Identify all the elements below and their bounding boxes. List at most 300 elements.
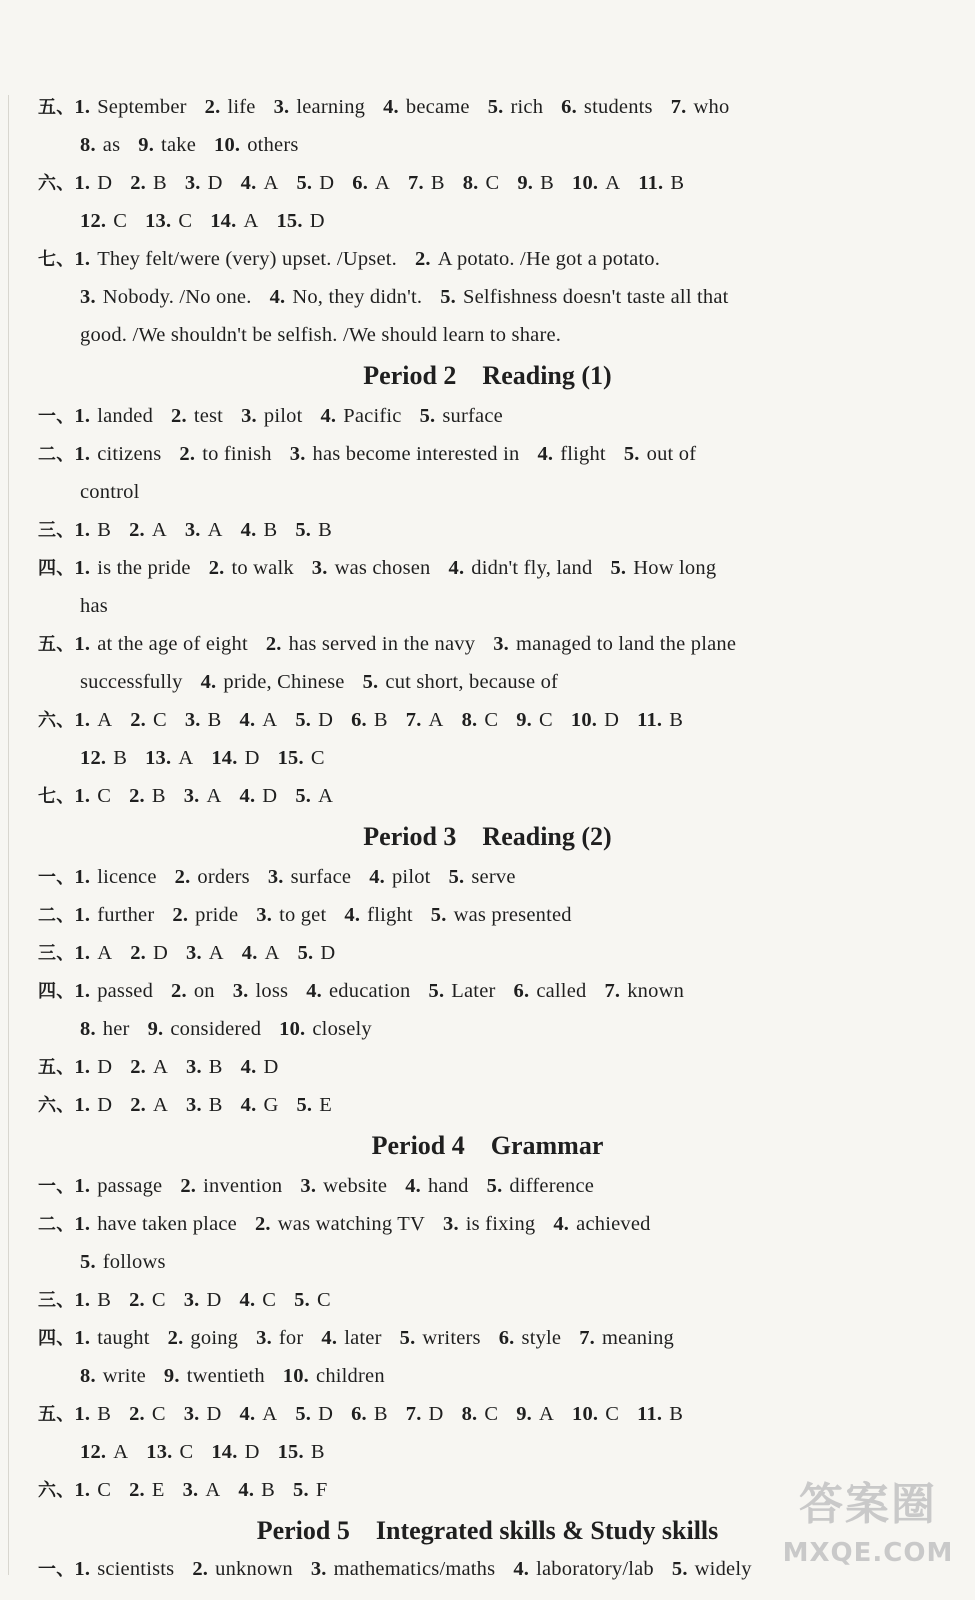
- item-number: 1.: [74, 1094, 91, 1116]
- answer-item: [488, 96, 543, 118]
- item-number: 4.: [383, 96, 399, 118]
- answer-item: [406, 709, 444, 731]
- item-number: 7.: [579, 1327, 596, 1349]
- item-number: 4.: [239, 1403, 256, 1425]
- item-number: 3.: [184, 172, 201, 194]
- item-answer: Pacific: [343, 405, 402, 427]
- item-number: 1.: [74, 557, 91, 579]
- item-number: 3.: [186, 1056, 202, 1078]
- answer-item: [129, 1479, 165, 1501]
- answer-item: [179, 443, 271, 465]
- answer-item: [293, 1479, 327, 1501]
- answer-item: [240, 1289, 277, 1311]
- question-group-label: 三、: [38, 943, 75, 964]
- item-answer: B: [207, 709, 222, 731]
- answer-item: [210, 210, 258, 232]
- answer-item: [80, 210, 127, 232]
- item-answer: C: [485, 172, 500, 194]
- item-answer: website: [323, 1175, 388, 1197]
- item-answer: D: [152, 942, 168, 964]
- item-answer: A: [205, 1479, 221, 1501]
- item-answer: E: [151, 1479, 165, 1501]
- answer-item: [295, 709, 333, 731]
- item-answer: A: [178, 747, 194, 769]
- answer-line: [38, 701, 935, 739]
- answer-item: [238, 1479, 275, 1501]
- item-number: 1.: [74, 866, 91, 888]
- item-number: 4.: [240, 519, 257, 541]
- item-answer: writers: [422, 1327, 481, 1349]
- item-number: 2.: [179, 443, 196, 465]
- item-number: 9.: [516, 709, 532, 731]
- answer-item: [463, 172, 500, 194]
- item-number: 5.: [486, 1175, 503, 1197]
- item-answer: D: [263, 1056, 279, 1078]
- item-number: 6.: [351, 1403, 367, 1425]
- item-answer: B: [152, 172, 167, 194]
- item-answer: A: [264, 942, 280, 964]
- answer-item: [443, 1213, 535, 1235]
- answer-item: [130, 1056, 168, 1078]
- answer-item: [440, 286, 728, 308]
- item-answer: considered: [170, 1018, 262, 1040]
- answer-line: [80, 316, 935, 354]
- answer-item: [184, 785, 222, 807]
- answer-item: [408, 172, 445, 194]
- item-answer: D: [604, 709, 620, 731]
- answer-item: [279, 1018, 372, 1040]
- item-number: 1.: [74, 172, 91, 194]
- item-number: 2.: [414, 248, 431, 270]
- item-answer: for: [278, 1327, 304, 1349]
- item-number: 14.: [211, 1441, 238, 1463]
- item-answer: D: [318, 709, 334, 731]
- answer-line: [38, 397, 935, 435]
- item-answer: didn't fly, land: [471, 557, 593, 579]
- answer-item: [214, 134, 299, 156]
- item-answer: pride: [195, 904, 239, 926]
- item-number: 3.: [300, 1175, 317, 1197]
- answer-item: [241, 405, 302, 427]
- item-answer: D: [320, 942, 336, 964]
- question-group-label: 五、: [38, 634, 75, 655]
- answer-item: [499, 1327, 562, 1349]
- item-answer: D: [207, 172, 223, 194]
- question-group-label: 一、: [38, 406, 75, 427]
- answer-item: [516, 1403, 554, 1425]
- item-number: 7.: [405, 1403, 422, 1425]
- answer-item: [351, 709, 388, 731]
- item-number: 2.: [171, 980, 187, 1002]
- item-number: 3.: [186, 942, 202, 964]
- item-number: 1.: [74, 1289, 91, 1311]
- item-answer: became: [405, 96, 470, 118]
- item-answer: flight: [560, 443, 606, 465]
- item-number: 5.: [295, 1403, 312, 1425]
- answer-line: [38, 435, 935, 473]
- answer-item: [185, 709, 222, 731]
- item-answer: has: [80, 595, 108, 617]
- item-answer: write: [102, 1365, 146, 1387]
- item-answer: further: [97, 904, 155, 926]
- answer-item: [462, 1403, 499, 1425]
- item-answer: as: [102, 134, 121, 156]
- answer-line: [38, 1319, 935, 1357]
- answer-item: [185, 172, 223, 194]
- item-answer: D: [318, 1403, 334, 1425]
- answer-item: [74, 1175, 162, 1197]
- item-answer: Selfishness doesn't taste all that: [463, 286, 729, 308]
- answer-item: [449, 866, 516, 888]
- question-group-label: 四、: [38, 981, 75, 1002]
- answer-item: [429, 980, 496, 1002]
- item-answer: pilot: [263, 405, 303, 427]
- item-number: 12.: [80, 747, 107, 769]
- item-answer: C: [605, 1403, 620, 1425]
- answer-line: [38, 88, 935, 126]
- answer-item: [233, 980, 288, 1002]
- item-answer: C: [113, 210, 128, 232]
- answer-item: [672, 1558, 752, 1580]
- answer-item: [74, 1558, 174, 1580]
- answer-line: [38, 164, 935, 202]
- item-answer: B: [261, 1479, 276, 1501]
- answer-item: [300, 1175, 387, 1197]
- answer-item: [186, 942, 224, 964]
- item-number: 8.: [80, 1365, 96, 1387]
- item-number: 3.: [182, 1479, 199, 1501]
- item-number: 1.: [74, 942, 91, 964]
- item-number: 3.: [183, 1403, 200, 1425]
- answer-item: [278, 747, 325, 769]
- item-answer: out of: [646, 443, 697, 465]
- item-answer: going: [190, 1327, 239, 1349]
- answer-item: [320, 405, 401, 427]
- item-number: 2.: [171, 405, 187, 427]
- item-number: 2.: [129, 519, 145, 541]
- item-answer: B: [373, 1403, 388, 1425]
- item-answer: is fixing: [465, 1213, 536, 1235]
- question-group-label: 五、: [38, 97, 75, 118]
- item-answer: A: [97, 942, 113, 964]
- answer-item: [241, 172, 279, 194]
- answer-item: [175, 866, 250, 888]
- item-answer: good. /We shouldn't be selfish. /We should learn to share.: [80, 324, 562, 346]
- item-number: 4.: [344, 904, 361, 926]
- watermark-title: 答案圈: [799, 1479, 937, 1530]
- answer-item: [130, 172, 167, 194]
- item-answer: have taken place: [97, 1213, 237, 1235]
- answer-item: [572, 172, 620, 194]
- item-answer: difference: [509, 1175, 595, 1197]
- item-number: 2.: [204, 96, 221, 118]
- answer-item: [80, 481, 139, 503]
- item-answer: How long: [633, 557, 717, 579]
- item-answer: B: [263, 519, 278, 541]
- answer-line: [80, 473, 935, 511]
- item-number: 3.: [184, 519, 201, 541]
- item-number: 4.: [239, 709, 256, 731]
- answer-item: [80, 286, 252, 308]
- item-answer: B: [669, 1403, 684, 1425]
- question-group-label: 一、: [38, 1176, 75, 1197]
- item-answer: G: [263, 1094, 279, 1116]
- item-answer: B: [318, 519, 332, 541]
- item-number: 7.: [670, 96, 687, 118]
- item-answer: who: [693, 96, 730, 118]
- item-number: 11.: [637, 709, 663, 731]
- item-answer: managed to land the plane: [515, 633, 737, 655]
- item-number: 5.: [448, 866, 465, 888]
- section-heading: Period 4 Grammar: [371, 1131, 604, 1160]
- section-heading: Period 2 Reading (1): [363, 361, 612, 390]
- answer-item: [74, 1213, 237, 1235]
- answer-item: [80, 324, 561, 346]
- item-answer: B: [310, 1441, 325, 1463]
- answer-item: [610, 557, 716, 579]
- item-number: 7.: [408, 172, 424, 194]
- item-number: 4.: [321, 1327, 338, 1349]
- answer-item: [312, 557, 431, 579]
- item-answer: was presented: [453, 904, 572, 926]
- item-answer: A: [208, 942, 224, 964]
- answer-item: [129, 785, 166, 807]
- item-number: 12.: [80, 210, 107, 232]
- item-answer: C: [151, 1403, 166, 1425]
- answer-line: [80, 126, 935, 164]
- answer-line: [80, 739, 935, 777]
- answer-item: [183, 1479, 221, 1501]
- item-number: 5.: [487, 96, 504, 118]
- item-number: 3.: [184, 709, 201, 731]
- item-number: 1.: [74, 1558, 91, 1580]
- answer-item: [321, 1327, 381, 1349]
- answer-line: [38, 1048, 935, 1086]
- item-number: 4.: [269, 286, 286, 308]
- answer-item: [192, 1558, 293, 1580]
- item-number: 5.: [295, 519, 312, 541]
- item-number: 3.: [183, 785, 200, 807]
- item-number: 3.: [256, 904, 273, 926]
- item-number: 3.: [256, 1327, 272, 1349]
- answer-item: [171, 405, 223, 427]
- item-number: 4.: [200, 671, 217, 693]
- answer-item: [268, 866, 351, 888]
- question-group-label: 四、: [38, 1328, 75, 1349]
- item-number: 3.: [311, 557, 328, 579]
- item-answer: B: [113, 747, 128, 769]
- answer-item: [209, 557, 294, 579]
- item-answer: style: [521, 1327, 562, 1349]
- answer-item: [130, 942, 168, 964]
- question-group-label: 六、: [38, 1095, 75, 1116]
- item-number: 1.: [74, 1479, 91, 1501]
- item-answer: B: [97, 1403, 112, 1425]
- item-number: 6.: [513, 980, 530, 1002]
- item-number: 2.: [254, 1213, 271, 1235]
- answer-item: [240, 709, 278, 731]
- item-answer: A: [263, 172, 279, 194]
- answer-item: [80, 595, 108, 617]
- answer-line: [80, 1010, 935, 1048]
- answer-item: [638, 172, 684, 194]
- answer-item: [671, 96, 730, 118]
- item-number: 9.: [138, 134, 155, 156]
- item-answer: follows: [102, 1251, 166, 1273]
- answer-item: [205, 96, 256, 118]
- item-answer: to get: [279, 904, 327, 926]
- item-number: 3.: [273, 96, 290, 118]
- answer-item: [184, 1289, 222, 1311]
- item-number: 10.: [282, 1365, 310, 1387]
- item-number: 5.: [295, 785, 312, 807]
- item-number: 2.: [129, 785, 145, 807]
- item-number: 14.: [210, 210, 237, 232]
- answer-item: [168, 1327, 238, 1349]
- question-group-label: 一、: [38, 867, 75, 888]
- section-heading: Period 5 Integrated skills & Study skills: [256, 1516, 719, 1545]
- item-answer: A: [428, 709, 444, 731]
- item-answer: children: [316, 1365, 385, 1387]
- item-number: 2.: [192, 1558, 209, 1580]
- item-answer: C: [178, 210, 193, 232]
- question-group-label: 六、: [38, 173, 75, 194]
- answer-item: [129, 519, 167, 541]
- answer-item: [295, 1403, 333, 1425]
- answer-item: [256, 904, 326, 926]
- item-number: 4.: [238, 1479, 255, 1501]
- item-number: 9.: [516, 1403, 532, 1425]
- answer-item: [145, 210, 192, 232]
- item-answer: successfully: [80, 671, 183, 693]
- item-number: 10.: [214, 134, 241, 156]
- item-number: 1.: [74, 709, 91, 731]
- item-answer: flight: [367, 904, 413, 926]
- answer-item: [517, 172, 554, 194]
- answer-line: [38, 1281, 935, 1319]
- item-number: 4.: [513, 1558, 530, 1580]
- answer-item: [130, 709, 167, 731]
- item-number: 15.: [277, 747, 304, 769]
- answer-item: [624, 443, 696, 465]
- answer-item: [344, 904, 412, 926]
- item-number: 4.: [369, 866, 385, 888]
- item-number: 2.: [130, 942, 146, 964]
- item-number: 10.: [572, 172, 599, 194]
- answer-item: [74, 709, 112, 731]
- item-answer: A: [243, 210, 259, 232]
- answer-item: [146, 1441, 193, 1463]
- item-number: 4.: [306, 980, 322, 1002]
- item-answer: A: [206, 785, 222, 807]
- item-number: 5.: [610, 557, 627, 579]
- item-number: 2.: [130, 172, 146, 194]
- answer-item: [171, 980, 215, 1002]
- item-answer: passed: [97, 980, 154, 1002]
- answer-item: [406, 1403, 444, 1425]
- question-group-label: 五、: [38, 1404, 75, 1425]
- answer-item: [145, 747, 193, 769]
- item-number: 8.: [80, 134, 96, 156]
- item-number: 5.: [399, 1327, 416, 1349]
- item-answer: September: [97, 96, 187, 118]
- item-answer: orders: [197, 866, 250, 888]
- item-answer: A: [207, 519, 223, 541]
- item-number: 1.: [74, 443, 91, 465]
- item-number: 5.: [293, 1479, 309, 1501]
- answer-item: [553, 1213, 650, 1235]
- answer-item: [270, 286, 423, 308]
- item-answer: C: [97, 785, 112, 807]
- answer-item: [363, 671, 558, 693]
- answer-item: [516, 709, 553, 731]
- answer-item: [172, 904, 238, 926]
- answer-line: [38, 511, 935, 549]
- answer-item: [579, 1327, 674, 1349]
- question-group-label: 三、: [38, 1290, 75, 1311]
- item-answer: licence: [97, 866, 157, 888]
- answer-item: [184, 1403, 222, 1425]
- answer-item: [306, 980, 410, 1002]
- item-number: 4.: [240, 1094, 257, 1116]
- answer-item: [295, 785, 333, 807]
- item-number: 4.: [239, 1289, 256, 1311]
- item-number: 2.: [129, 1403, 145, 1425]
- item-number: 1.: [74, 904, 91, 926]
- item-number: 2.: [129, 1289, 145, 1311]
- answer-line: [38, 240, 935, 278]
- item-number: 14.: [211, 747, 238, 769]
- item-answer: on: [193, 980, 215, 1002]
- answer-item: [80, 134, 120, 156]
- item-number: 1.: [74, 633, 91, 655]
- item-answer: loss: [255, 980, 289, 1002]
- item-number: 3.: [289, 443, 306, 465]
- item-answer: test: [193, 405, 224, 427]
- item-answer: D: [206, 1289, 222, 1311]
- answer-item: [74, 405, 153, 427]
- watermark-url: MXQE.COM: [782, 1538, 954, 1568]
- item-answer: They felt/were (very) upset. /Upset.: [97, 248, 397, 270]
- answer-item: [351, 1403, 388, 1425]
- answer-item: [514, 980, 587, 1002]
- item-answer: C: [310, 747, 325, 769]
- answer-item: [256, 1327, 303, 1349]
- question-group-label: 六、: [38, 1480, 75, 1501]
- answer-item: [211, 1441, 259, 1463]
- answer-item: [255, 1213, 425, 1235]
- question-group-label: 七、: [38, 249, 75, 270]
- item-number: 5.: [297, 942, 314, 964]
- item-number: 4.: [405, 1175, 421, 1197]
- item-answer: D: [206, 1403, 222, 1425]
- answer-item: [129, 1289, 166, 1311]
- item-answer: was chosen: [334, 557, 431, 579]
- answer-item: [80, 747, 127, 769]
- item-number: 4.: [320, 405, 337, 427]
- item-answer: D: [244, 1441, 260, 1463]
- answer-item: [290, 443, 520, 465]
- answer-item: [274, 96, 366, 118]
- answer-item: [80, 1441, 128, 1463]
- item-number: 2.: [130, 1094, 146, 1116]
- item-answer: C: [316, 1289, 331, 1311]
- item-answer: A: [375, 172, 391, 194]
- answer-item: [513, 1558, 654, 1580]
- answer-item: [74, 942, 112, 964]
- item-number: 5.: [80, 1251, 96, 1273]
- item-number: 6.: [351, 709, 367, 731]
